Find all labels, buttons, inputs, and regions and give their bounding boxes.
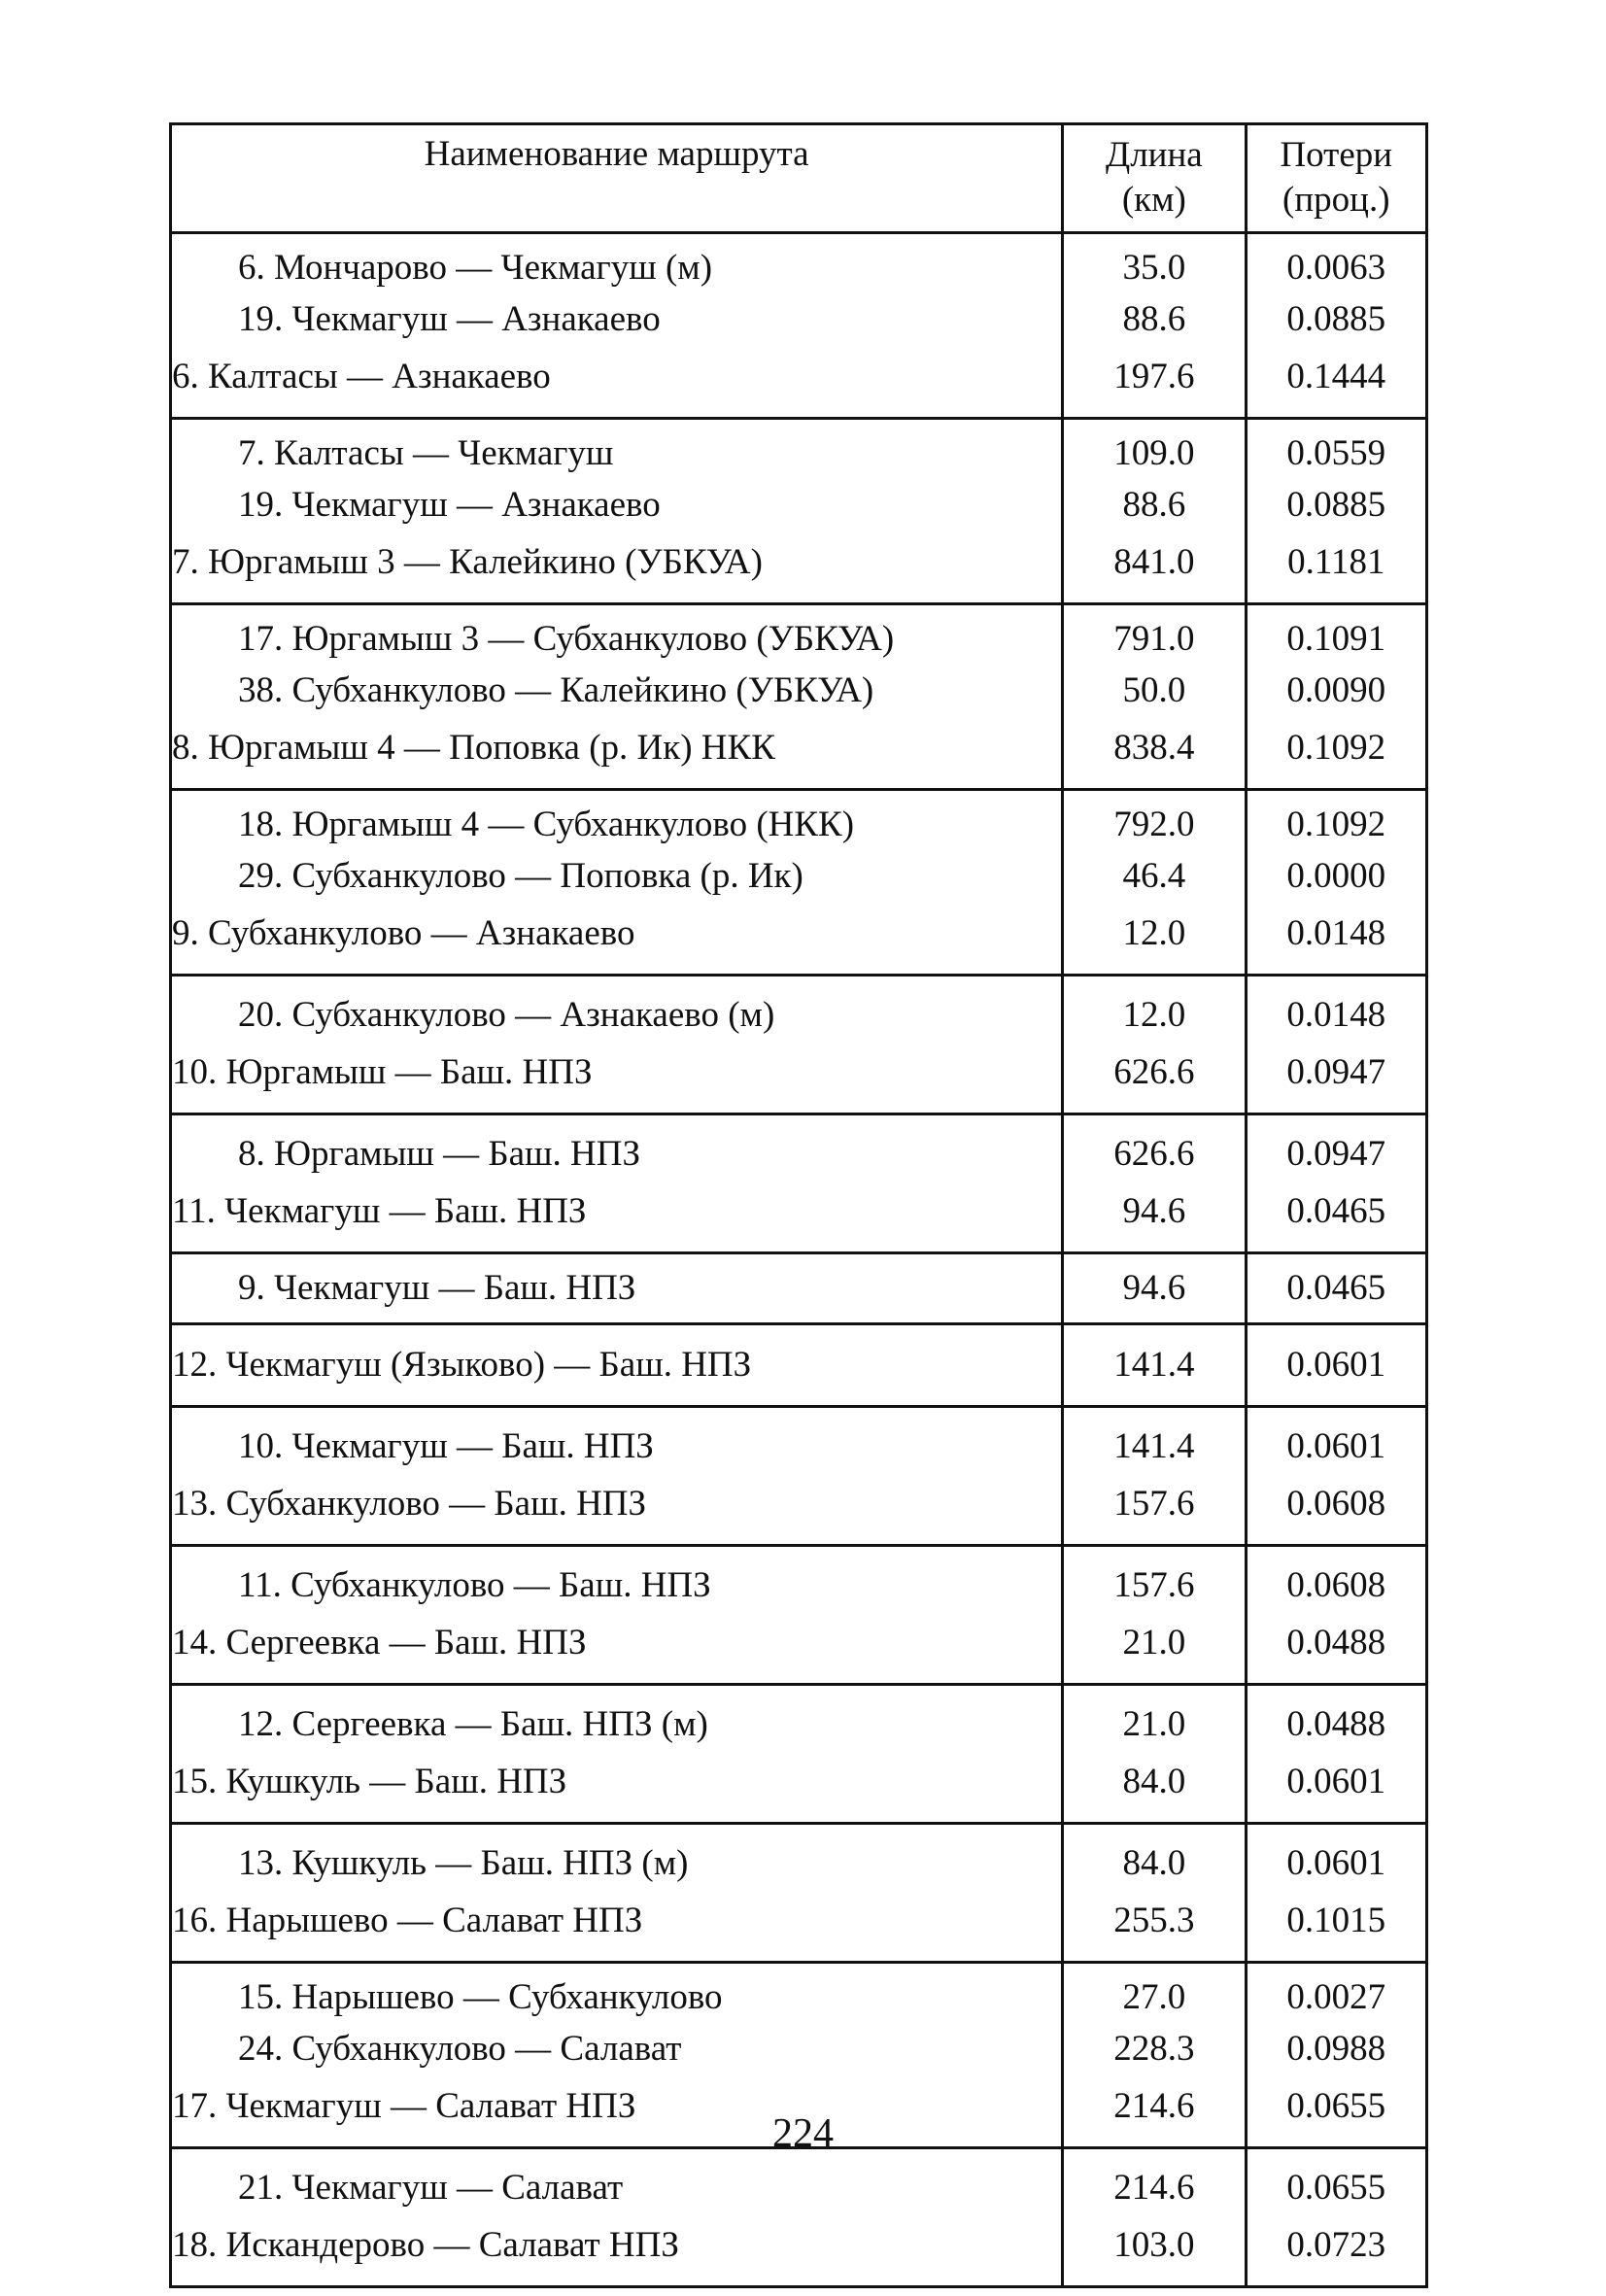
sub-route-length: 84.0 [1063,1823,1246,1893]
route-group [171,232,1427,418]
route-loss: 0.0465 [1246,1183,1426,1253]
sub-route-row [171,789,1427,849]
route-row [171,534,1427,604]
sub-route-row [171,664,1427,720]
route-name: 8. Юргамыш 4 — Поповка (р. Ик) НКК [171,720,1063,790]
route-length: 103.0 [1063,2217,1246,2287]
sub-route-loss: 0.0488 [1246,1684,1426,1754]
route-name: 6. Калтасы — Азнакаево [171,349,1063,419]
sub-route-length: 141.4 [1063,1406,1246,1476]
header-loss [1246,124,1426,233]
route-loss: 0.1181 [1246,534,1426,604]
route-name: 11. Чекмагуш — Баш. НПЗ [171,1183,1063,1253]
sub-route-length: 792.0 [1063,789,1246,849]
sub-route-name: 20. Субханкулово — Азнакаево (м) [171,975,1063,1045]
route-name: 14. Сергеевка — Баш. НПЗ [171,1615,1063,1685]
route-loss: 0.0148 [1246,906,1426,976]
route-group [171,1114,1427,1252]
route-loss: 0.0947 [1246,1045,1426,1114]
table-header [171,124,1427,233]
route-row [171,1045,1427,1114]
header-length-label: Длина [1105,135,1203,175]
header-length [1063,124,1246,233]
sub-route-length: 94.6 [1063,1252,1246,1323]
sub-route-loss: 0.0988 [1246,2022,1426,2078]
sub-route-name: 11. Субханкулово — Баш. НПЗ [171,1545,1063,1615]
route-loss: 0.1092 [1246,720,1426,790]
route-name: 18. Искандерово — Салават НПЗ [171,2217,1063,2287]
sub-route-loss: 0.0601 [1246,1406,1426,1476]
route-group [171,1323,1427,1406]
sub-route-row [171,1545,1427,1615]
sub-route-loss: 0.1091 [1246,603,1426,664]
sub-route-loss: 0.0063 [1246,232,1426,292]
sub-route-length: 35.0 [1063,232,1246,292]
route-row [171,1893,1427,1963]
sub-route-length: 109.0 [1063,418,1246,478]
sub-route-row [171,1962,1427,2022]
sub-route-length: 791.0 [1063,603,1246,664]
sub-route-name: 21. Чекмагуш — Салават [171,2147,1063,2217]
route-group [171,2147,1427,2286]
route-group [171,603,1427,789]
route-group [171,1545,1427,1684]
route-length: 84.0 [1063,1754,1246,1824]
sub-route-length: 228.3 [1063,2022,1246,2078]
route-group [171,975,1427,1114]
route-length: 21.0 [1063,1615,1246,1685]
route-loss: 0.1015 [1246,1893,1426,1963]
sub-route-row [171,975,1427,1045]
sub-route-name: 8. Юргамыш — Баш. НПЗ [171,1114,1063,1183]
sub-route-loss: 0.0090 [1246,664,1426,720]
sub-route-loss: 0.0148 [1246,975,1426,1045]
route-row [171,1183,1427,1253]
route-length: 12.0 [1063,906,1246,976]
sub-route-length: 626.6 [1063,1114,1246,1183]
sub-route-loss: 0.1092 [1246,789,1426,849]
sub-route-loss: 0.0885 [1246,292,1426,349]
sub-route-row [171,1684,1427,1754]
sub-route-loss: 0.0601 [1246,1823,1426,1893]
route-name: 10. Юргамыш — Баш. НПЗ [171,1045,1063,1114]
route-row [171,720,1427,790]
route-length: 94.6 [1063,1183,1246,1253]
route-length: 197.6 [1063,349,1246,419]
route-loss: 0.0488 [1246,1615,1426,1685]
sub-route-row [171,1114,1427,1183]
sub-route-length: 88.6 [1063,478,1246,534]
sub-route-row [171,418,1427,478]
route-loss: 0.0608 [1246,1476,1426,1546]
sub-route-name: 7. Калтасы — Чекмагуш [171,418,1063,478]
route-row [171,2217,1427,2287]
sub-route-loss: 0.0000 [1246,849,1426,906]
route-length: 838.4 [1063,720,1246,790]
sub-route-row [171,1252,1427,1323]
route-row [171,1323,1427,1406]
sub-route-length: 12.0 [1063,975,1246,1045]
sub-route-loss: 0.0655 [1246,2147,1426,2217]
route-loss: 0.1444 [1246,349,1426,419]
sub-route-loss: 0.0559 [1246,418,1426,478]
route-group [171,1406,1427,1545]
route-group [171,1684,1427,1823]
page-number: 224 [772,2111,834,2156]
route-length: 626.6 [1063,1045,1246,1114]
sub-route-name: 17. Юргамыш 3 — Субханкулово (УБКУА) [171,603,1063,664]
sub-route-name: 38. Субханкулово — Калейкино (УБКУА) [171,664,1063,720]
route-row [171,1476,1427,1546]
sub-route-name: 12. Сергеевка — Баш. НПЗ (м) [171,1684,1063,1754]
routes-table [169,122,1428,2288]
route-loss: 0.0601 [1246,1754,1426,1824]
sub-route-length: 27.0 [1063,1962,1246,2022]
route-row [171,349,1427,419]
route-name: 16. Нарышево — Салават НПЗ [171,1893,1063,1963]
route-group [171,1252,1427,1323]
route-name: 13. Субханкулово — Баш. НПЗ [171,1476,1063,1546]
sub-route-loss: 0.0027 [1246,1962,1426,2022]
sub-route-name: 9. Чекмагуш — Баш. НПЗ [171,1252,1063,1323]
route-length: 157.6 [1063,1476,1246,1546]
header-route-name: Наименование маршрута [171,124,1063,233]
route-loss: 0.0601 [1246,1323,1426,1406]
header-loss-label: Потери [1280,135,1393,175]
sub-route-loss: 0.0608 [1246,1545,1426,1615]
route-row [171,1615,1427,1685]
sub-route-length: 21.0 [1063,1684,1246,1754]
route-loss: 0.0723 [1246,2217,1426,2287]
sub-route-name: 10. Чекмагуш — Баш. НПЗ [171,1406,1063,1476]
sub-route-name: 29. Субханкулово — Поповка (р. Ик) [171,849,1063,906]
header-length-unit: (км) [1121,180,1186,221]
sub-route-length: 214.6 [1063,2147,1246,2217]
sub-route-row [171,232,1427,292]
route-length: 141.4 [1063,1323,1246,1406]
header-loss-unit: (проц.) [1282,180,1390,221]
sub-route-length: 50.0 [1063,664,1246,720]
route-length: 214.6 [1063,2078,1246,2148]
sub-route-row [171,2147,1427,2217]
route-name: 12. Чекмагуш (Языково) — Баш. НПЗ [171,1323,1063,1406]
sub-route-loss: 0.0465 [1246,1252,1426,1323]
route-loss: 0.0655 [1246,2078,1426,2148]
sub-route-name: 18. Юргамыш 4 — Субханкулово (НКК) [171,789,1063,849]
sub-route-row [171,478,1427,534]
route-length: 255.3 [1063,1893,1246,1963]
sub-route-length: 88.6 [1063,292,1246,349]
sub-route-length: 157.6 [1063,1545,1246,1615]
sub-route-name: 24. Субханкулово — Салават [171,2022,1063,2078]
route-row [171,906,1427,976]
route-row [171,1754,1427,1824]
route-group [171,1823,1427,1962]
sub-route-loss: 0.0947 [1246,1114,1426,1183]
route-name: 9. Субханкулово — Азнакаево [171,906,1063,976]
route-name: 15. Кушкуль — Баш. НПЗ [171,1754,1063,1824]
sub-route-row [171,1406,1427,1476]
route-group [171,789,1427,975]
sub-route-row [171,603,1427,664]
sub-route-row [171,292,1427,349]
sub-route-name: 13. Кушкуль — Баш. НПЗ (м) [171,1823,1063,1893]
sub-route-length: 46.4 [1063,849,1246,906]
route-name: 7. Юргамыш 3 — Калейкино (УБКУА) [171,534,1063,604]
route-group [171,418,1427,603]
route-length: 841.0 [1063,534,1246,604]
sub-route-row [171,2022,1427,2078]
sub-route-name: 15. Нарышево — Субханкулово [171,1962,1063,2022]
route-name: 17. Чекмагуш — Салават НПЗ [171,2078,1063,2148]
sub-route-name: 19. Чекмагуш — Азнакаево [171,292,1063,349]
sub-route-name: 19. Чекмагуш — Азнакаево [171,478,1063,534]
sub-route-loss: 0.0885 [1246,478,1426,534]
sub-route-name: 6. Мончарово — Чекмагуш (м) [171,232,1063,292]
sub-route-row [171,1823,1427,1893]
sub-route-row [171,849,1427,906]
